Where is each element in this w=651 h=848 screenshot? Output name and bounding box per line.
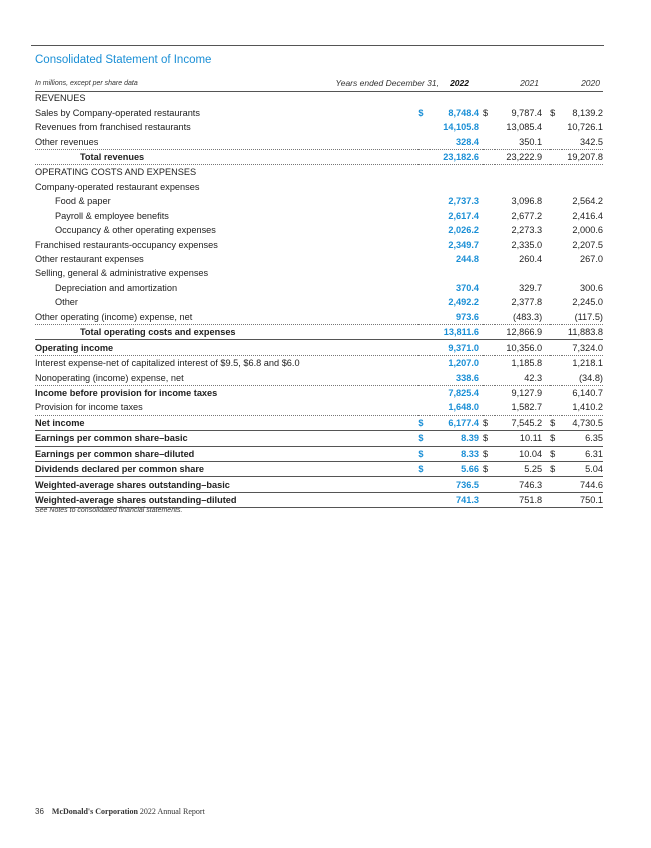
table-row [35,134,603,149]
value-2022: 23,182.6 [430,149,483,164]
table-row [35,355,603,370]
currency-2021 [483,223,495,237]
currency-2020 [550,120,562,134]
table-row [35,310,603,325]
years-ended-label: Years ended December 31, [335,78,439,88]
currency-2021 [483,194,495,208]
currency-2022 [418,91,430,105]
currency-2022 [418,325,430,340]
row-label: Net income [35,415,418,430]
table-row [35,105,603,119]
currency-2022: $ [418,415,430,430]
row-label: Earnings per common share–basic [35,431,418,446]
value-2020: 1,410.2 [562,400,603,415]
year-2020-header: 2020 [581,78,600,88]
row-label: Revenues from franchised restaurants [35,122,191,133]
row-label: REVENUES [35,93,86,104]
year-2021-header: 2021 [520,78,539,88]
table-row [35,165,603,180]
value-2022: 5.66 [430,461,483,476]
currency-2021 [483,325,495,340]
value-2022: 8.33 [430,446,483,461]
table-row [35,266,603,280]
currency-2020 [550,477,562,492]
value-2021: 2,677.2 [511,210,543,221]
value-2020 [562,180,603,194]
row-label: Earnings per common share–diluted [35,446,418,461]
value-2020: 6.31 [562,446,603,461]
value-2020: 4,730.5 [562,415,603,430]
table-row [35,209,603,223]
top-rule [31,45,604,46]
value-2022: 2,026.2 [448,225,480,236]
currency-2022 [418,266,430,280]
value-2021 [495,180,550,194]
currency-2022 [418,370,430,385]
currency-2022: $ [418,107,424,118]
currency-2021: $ [483,446,495,461]
value-2021 [495,165,550,180]
value-2021: 10,356.0 [495,340,550,355]
row-label: Other revenues [35,134,418,149]
currency-2022 [418,492,430,507]
currency-2022 [418,295,430,309]
row-label: Other operating (income) expense, net [35,310,418,325]
currency-2020 [550,209,562,223]
currency-2020 [550,310,562,325]
currency-2022 [418,237,430,251]
value-2022: 1,207.0 [448,358,480,369]
table-row [35,400,603,415]
currency-2022 [418,355,430,370]
row-label: Other [55,297,78,308]
row-label: Provision for income taxes [35,400,418,415]
currency-2021 [483,91,495,105]
currency-2021 [483,355,495,370]
currency-2020 [550,492,562,507]
currency-2020 [550,180,562,194]
value-2021: 10.04 [495,446,550,461]
value-2020: 300.6 [580,282,603,293]
value-2022 [430,266,483,280]
currency-2022 [418,209,430,223]
currency-2020 [550,295,562,309]
units-label: In millions, except per share data [35,80,138,87]
currency-2020: $ [550,415,562,430]
row-label: Income before provision for income taxes [35,387,218,398]
value-2022: 370.4 [456,282,480,293]
value-2021: 350.1 [495,134,550,149]
value-2020: 8,139.2 [572,107,603,118]
value-2022: 973.6 [430,310,483,325]
value-2021: 12,866.9 [495,325,550,340]
currency-2021 [483,281,495,295]
table-row [35,120,603,134]
currency-2021 [483,165,495,180]
row-label: Operating income [35,340,418,355]
currency-2021 [483,295,495,309]
value-2022: 2,492.2 [448,297,480,308]
value-2020: 267.0 [580,254,603,265]
value-2021: 3,096.8 [511,196,543,207]
value-2021: 1,582.7 [495,400,550,415]
currency-2020 [550,400,562,415]
value-2022: 7,825.4 [448,387,480,398]
value-2020: 19,207.8 [562,149,603,164]
value-2020: 2,564.2 [572,196,603,207]
table-row [35,180,603,194]
table-row [35,477,603,492]
table-row [35,370,603,385]
currency-2022 [418,310,430,325]
currency-2022 [418,194,430,208]
table-row [35,385,603,400]
value-2022: 2,349.7 [448,239,480,250]
currency-2021: $ [483,107,489,118]
value-2021: 13,085.4 [506,122,543,133]
currency-2021: $ [483,431,495,446]
row-label: Company-operated restaurant expenses [35,181,200,192]
row-label: Occupancy & other operating expenses [55,225,216,236]
row-label: Weighted-average shares outstanding–basic [35,477,418,492]
row-label: Other restaurant expenses [35,254,144,265]
value-2021: (483.3) [495,310,550,325]
value-2022: 1,648.0 [430,400,483,415]
currency-2020 [550,223,562,237]
value-2022: 736.5 [430,477,483,492]
row-label: Weighted-average shares outstanding–diluted [35,492,418,507]
value-2021: 260.4 [519,254,543,265]
currency-2020 [550,237,562,251]
value-2022: 328.4 [430,134,483,149]
value-2021: 1,185.8 [511,358,543,369]
table-row [35,446,603,461]
row-label: Selling, general & administrative expenses [35,268,209,279]
row-label: Food & paper [55,196,111,207]
value-2022: 741.3 [430,492,483,507]
value-2022: 6,177.4 [430,415,483,430]
currency-2020 [550,370,562,385]
row-label: Franchised restaurants-occupancy expenses [35,239,218,250]
currency-2021 [483,266,495,280]
table-row [35,149,603,164]
value-2021 [495,91,550,105]
value-2021: 746.3 [495,477,550,492]
currency-2022 [418,134,430,149]
value-2020: 6,140.7 [572,387,603,398]
report-name: 2022 Annual Report [139,807,205,816]
currency-2022 [418,400,430,415]
value-2020: (34.8) [562,370,603,385]
value-2022: 244.8 [456,254,480,265]
page-number: 36 [35,807,44,816]
row-label: Interest expense-net of capitalized interest of $9.5, $6.8 and $6.0 [35,358,300,369]
currency-2021 [483,209,495,223]
table-row [35,325,603,340]
company-name: McDonald's Corporation [51,807,138,816]
currency-2020 [550,340,562,355]
page-footer [35,807,205,816]
currency-2020 [550,325,562,340]
row-label: Depreciation and amortization [55,282,178,293]
value-2020: 342.5 [562,134,603,149]
currency-2020 [550,165,562,180]
value-2020: 1,218.1 [572,358,603,369]
currency-2021 [483,370,495,385]
value-2021: 2,273.3 [511,225,543,236]
value-2021: 23,222.9 [495,149,550,164]
currency-2021: $ [483,415,495,430]
value-2021: 10.11 [495,431,550,446]
value-2022: 8.39 [430,431,483,446]
currency-2020: $ [550,446,562,461]
value-2022: 2,737.3 [448,196,480,207]
currency-2022 [418,165,430,180]
currency-2020 [550,281,562,295]
table-row [35,281,603,295]
value-2020: 7,324.0 [562,340,603,355]
table-row [35,340,603,355]
value-2020: 6.35 [562,431,603,446]
currency-2021 [483,237,495,251]
value-2021: 9,127.9 [511,387,543,398]
value-2020: 5.04 [562,461,603,476]
currency-2020 [550,266,562,280]
value-2020: 744.6 [562,477,603,492]
value-2022 [430,165,483,180]
value-2020 [562,266,603,280]
row-label: OPERATING COSTS AND EXPENSES [35,167,197,178]
year-2022-header: 2022 [450,78,469,88]
currency-2020 [550,252,562,266]
currency-2020 [550,355,562,370]
page-title: Consolidated Statement of Income [35,54,212,66]
value-2021: 9,787.4 [511,107,543,118]
currency-2020: $ [550,461,562,476]
table-row [35,492,603,507]
currency-2021 [483,477,495,492]
row-label: Sales by Company-operated restaurants [35,107,200,118]
row-label: Total operating costs and expenses [35,325,418,340]
value-2021 [495,266,550,280]
value-2021: 751.8 [495,492,550,507]
income-statement-table [35,91,603,508]
currency-2021 [483,149,495,164]
currency-2021 [483,400,495,415]
currency-2022 [418,252,430,266]
currency-2021 [483,385,495,400]
value-2020: 2,207.5 [572,239,603,250]
currency-2021 [483,310,495,325]
table-row [35,461,603,476]
currency-2022: $ [418,431,430,446]
currency-2022 [418,477,430,492]
value-2020: 2,245.0 [572,297,603,308]
currency-2021 [483,340,495,355]
row-label: Nonoperating (income) expense, net [35,370,418,385]
currency-2022 [418,385,430,400]
table-row [35,91,603,105]
value-2021: 329.7 [519,282,543,293]
currency-2022 [418,149,430,164]
currency-2022 [418,223,430,237]
currency-2020 [550,134,562,149]
currency-2021 [483,492,495,507]
value-2022 [430,180,483,194]
currency-2020 [550,91,562,105]
value-2021: 7,545.2 [495,415,550,430]
value-2021: 42.3 [495,370,550,385]
value-2022: 338.6 [430,370,483,385]
row-label: Payroll & employee benefits [55,210,169,221]
currency-2022: $ [418,446,430,461]
value-2022: 2,617.4 [448,210,480,221]
currency-2020 [550,385,562,400]
table-row [35,431,603,446]
value-2021: 5.25 [495,461,550,476]
currency-2021 [483,252,495,266]
value-2020: (117.5) [562,310,603,325]
value-2020: 2,000.6 [572,225,603,236]
currency-2020 [550,194,562,208]
value-2022: 8,748.4 [448,107,480,118]
value-2020: 2,416.4 [572,210,603,221]
currency-2021: $ [483,461,495,476]
value-2020: 11,883.8 [562,325,603,340]
table-row [35,415,603,430]
value-2021: 2,377.8 [511,297,543,308]
value-2021: 2,335.0 [511,239,543,250]
value-2022: 14,105.8 [443,122,480,133]
currency-2020: $ [550,107,556,118]
currency-2021 [483,120,495,134]
table-row [35,252,603,266]
currency-2020 [550,149,562,164]
currency-2021 [483,134,495,149]
currency-2022 [418,180,430,194]
currency-2022: $ [418,461,430,476]
footnote: See Notes to consolidated financial statements. [35,507,183,514]
table-row [35,194,603,208]
value-2020: 750.1 [562,492,603,507]
value-2020 [562,91,603,105]
table-row [35,223,603,237]
currency-2022 [418,340,430,355]
value-2020 [562,165,603,180]
value-2020: 10,726.1 [567,122,603,133]
value-2022: 13,811.6 [430,325,483,340]
table-row [35,237,603,251]
value-2022 [430,91,483,105]
currency-2021 [483,180,495,194]
currency-2020: $ [550,431,562,446]
table-row [35,295,603,309]
value-2022: 9,371.0 [430,340,483,355]
currency-2022 [418,120,430,134]
currency-2022 [418,281,430,295]
row-label: Dividends declared per common share [35,461,418,476]
column-header [35,78,603,90]
row-label: Total revenues [35,149,418,164]
